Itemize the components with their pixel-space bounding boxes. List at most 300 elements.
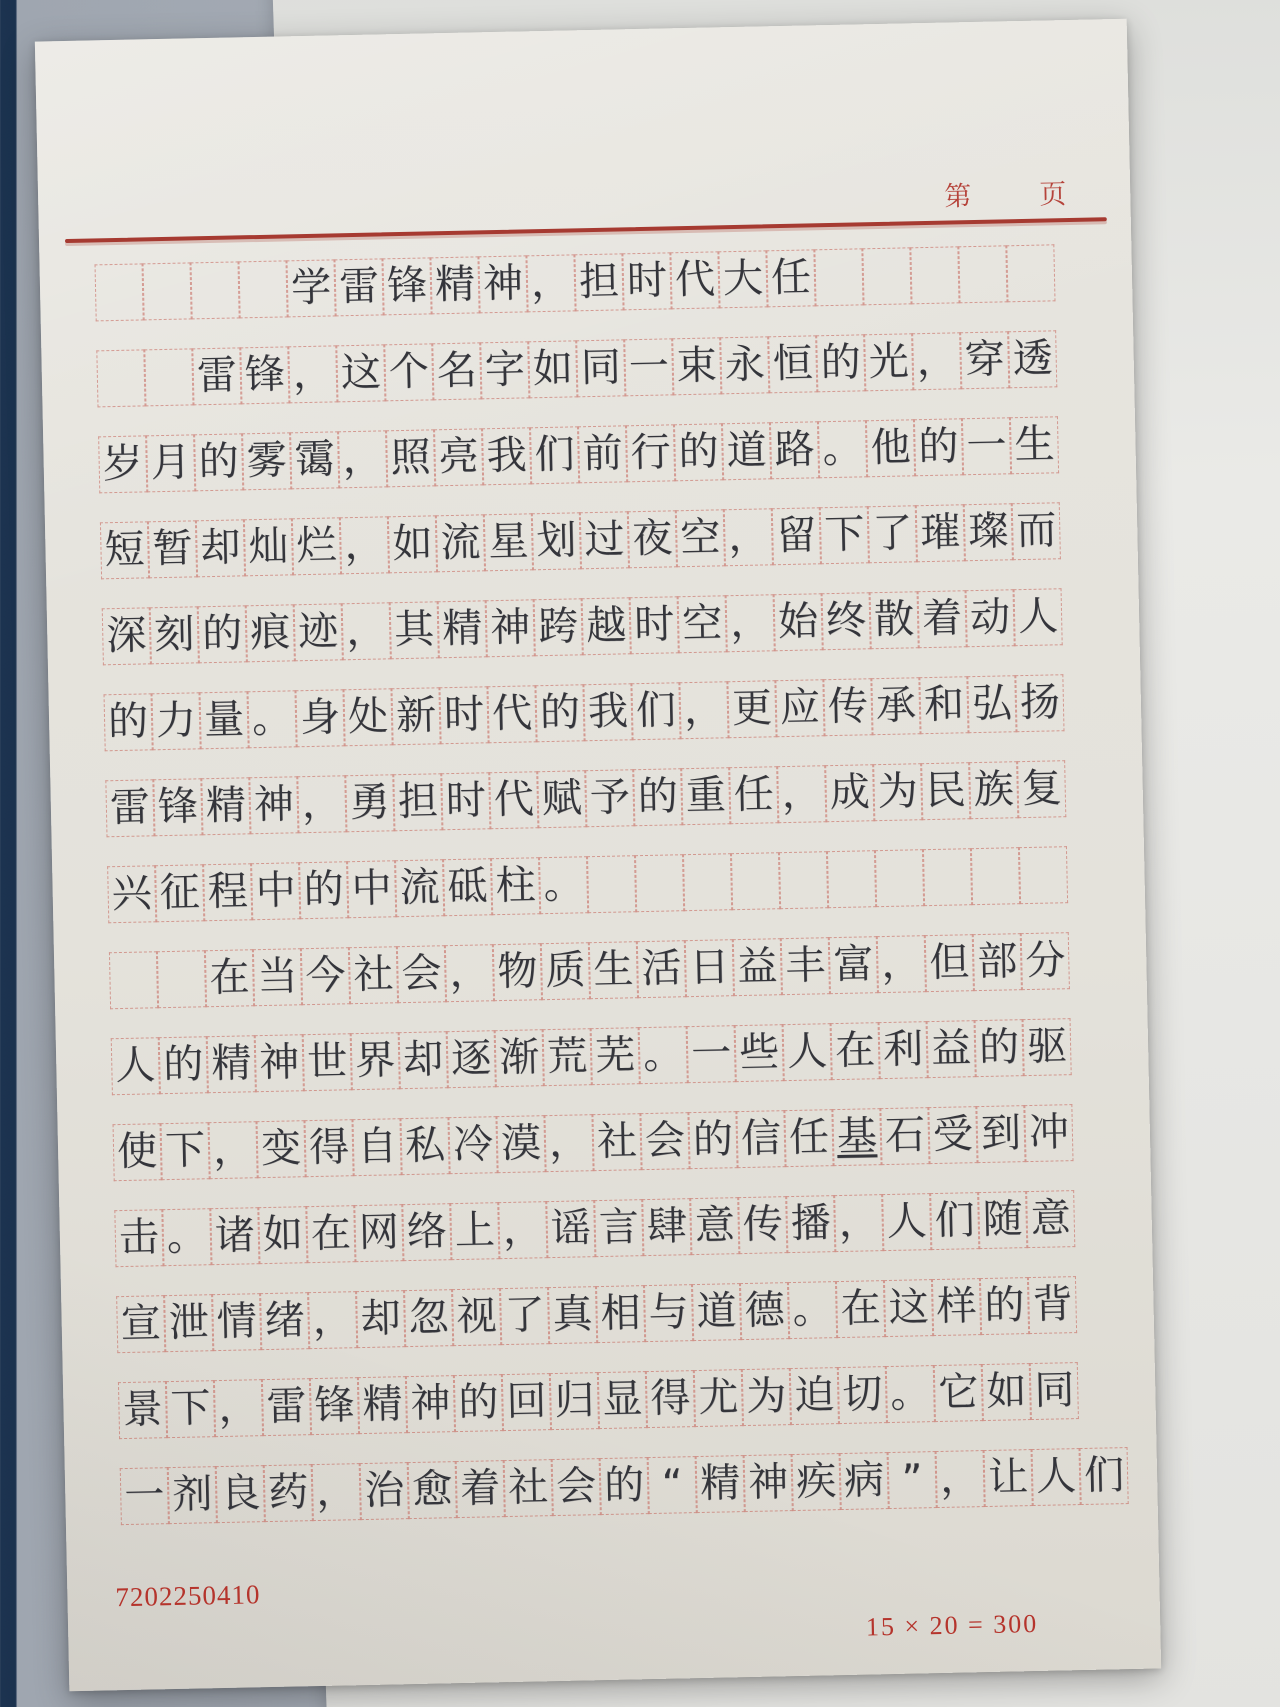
grid-cell: [1021, 932, 1070, 990]
grid-cell: [358, 1376, 407, 1434]
grid-cell: [630, 596, 679, 654]
grid-cell: [489, 771, 538, 829]
handwritten-char: 荒: [546, 1033, 588, 1081]
grid-cell: [973, 933, 1022, 991]
handwritten-char: 们: [635, 687, 677, 735]
handwritten-char: 雷: [338, 263, 380, 311]
grid-cell: [639, 1026, 688, 1084]
grid-cell: [168, 1466, 217, 1524]
handwritten-char: 漠: [500, 1120, 542, 1168]
grid-cell: [312, 1463, 361, 1521]
handwritten-char: 在: [834, 1027, 876, 1075]
handwritten-char: 下: [823, 511, 865, 559]
handwritten-char: 。: [251, 695, 293, 743]
grid-cell: [980, 1277, 1029, 1335]
grid-cell: [439, 686, 488, 744]
grid-cell: [550, 1372, 599, 1430]
handwritten-char: 神: [253, 781, 295, 829]
grid-cell: [118, 1381, 167, 1439]
grid-cell: [766, 249, 815, 307]
handwritten-char: 新: [395, 692, 437, 740]
handwritten-char: 绪: [264, 1297, 306, 1345]
grid-cell: [334, 258, 383, 316]
grid-cell: [772, 507, 821, 565]
grid-cell: [687, 1025, 736, 1083]
grid-cell: [288, 345, 337, 403]
handwritten-char: 始: [777, 598, 819, 646]
grid-cell: [690, 1197, 739, 1255]
grid-cell: [539, 856, 588, 914]
handwritten-char: 名: [436, 347, 478, 395]
handwritten-char: 信: [740, 1115, 782, 1163]
handwritten-char: 丰: [784, 942, 826, 990]
grid-cell: [694, 1369, 743, 1427]
handwritten-char: 却: [402, 1036, 444, 1084]
handwritten-char: 。: [792, 1286, 834, 1334]
handwritten-char: 活: [640, 945, 682, 993]
essay-paper: [35, 19, 1161, 1692]
grid-cell: [585, 769, 634, 827]
handwritten-char: 亮: [438, 433, 480, 481]
grid-cell: [735, 1024, 784, 1082]
handwritten-char: ，: [939, 1455, 981, 1502]
grid-cell: [781, 937, 830, 995]
handwritten-char: 精: [699, 1460, 741, 1507]
grid-cell: [541, 942, 590, 1000]
handwritten-char: 透: [1012, 335, 1054, 383]
grid-cell: [306, 1205, 355, 1263]
handwritten-char: 和: [923, 681, 965, 729]
grid-cell: [153, 778, 202, 836]
grid-cell: [786, 1195, 835, 1253]
grid-cell: [576, 339, 625, 397]
handwritten-char: 分: [1024, 937, 1066, 985]
handwritten-char: 夜: [631, 515, 673, 563]
handwritten-char: 随: [982, 1196, 1024, 1244]
grid-cell: [152, 692, 201, 750]
grid-cell: [294, 603, 343, 661]
grid-cell: [779, 851, 828, 909]
handwritten-char: 传: [742, 1201, 784, 1249]
grid-cell: [146, 434, 195, 492]
grid-cell: [100, 521, 149, 579]
handwritten-char: 其: [393, 606, 435, 654]
handwritten-char: 时: [443, 691, 485, 739]
grid-cell: [191, 261, 240, 319]
grid-cell: [386, 429, 435, 487]
handwritten-char: 如: [532, 345, 574, 393]
grid-cell: [388, 515, 437, 573]
handwritten-char: 上: [454, 1207, 496, 1255]
handwritten-char: 一: [123, 1472, 165, 1520]
grid-cell: [209, 1121, 258, 1179]
grid-cell: [775, 679, 824, 737]
handwritten-char: 束: [676, 342, 718, 390]
grid-cell: [884, 1279, 933, 1337]
handwritten-char: 传: [827, 683, 869, 731]
handwritten-char: 神: [409, 1380, 451, 1428]
grid-cell: [496, 1115, 545, 1173]
grid-cell: [624, 338, 673, 396]
handwritten-char: 这: [888, 1284, 930, 1332]
grid-cell: [207, 1035, 256, 1093]
grid-cell: [582, 597, 631, 655]
handwritten-char: 烂: [295, 522, 337, 570]
handwritten-char: 精: [205, 782, 247, 830]
grid-cell: [443, 858, 492, 916]
handwritten-char: 药: [267, 1469, 309, 1517]
grid-cell: [484, 513, 533, 571]
grid-cell: [299, 861, 348, 919]
grid-cell: [866, 419, 915, 477]
handwritten-char: 利: [882, 1026, 924, 1074]
grid-cell: [528, 340, 577, 398]
handwritten-char: 的: [303, 866, 345, 914]
grid-cell: [814, 248, 863, 306]
grid-row: [102, 587, 1103, 666]
handwritten-char: ，: [727, 513, 769, 561]
grid-cell: [352, 1118, 401, 1176]
grid-cell: [200, 691, 249, 749]
grid-cell: [504, 1459, 553, 1517]
handwritten-char: 雷: [196, 352, 238, 400]
handwritten-char: 柱: [495, 862, 537, 910]
handwritten-char: 宣: [120, 1300, 162, 1348]
grid-cell: [722, 422, 771, 480]
grid-cell: [96, 349, 145, 407]
handwritten-char: 时: [445, 777, 487, 825]
handwritten-char: 质: [544, 947, 586, 995]
grid-cell: [644, 1284, 693, 1342]
grid-cell: [868, 505, 917, 563]
handwritten-char: 征: [159, 869, 201, 917]
grid-cell: [161, 1122, 210, 1180]
handwritten-char: 时: [633, 601, 675, 649]
grid-cell: [862, 247, 911, 305]
grid-cell: [1026, 1190, 1075, 1248]
handwritten-char: ，: [781, 770, 823, 818]
grid-cell: [912, 332, 961, 390]
grid-cell: [646, 1370, 695, 1428]
grid-cell: [720, 336, 769, 394]
handwritten-char: 承: [875, 682, 917, 730]
handwritten-char: 复: [1021, 765, 1063, 813]
grid-cell: [397, 945, 446, 1003]
grid-cell: [574, 253, 623, 311]
grid-cell: [880, 1107, 929, 1165]
grid-cell: [292, 517, 341, 575]
grid-row: [109, 931, 1110, 1010]
handwritten-char: ，: [345, 607, 387, 655]
grid-cell: [820, 506, 869, 564]
handwritten-char: 生: [592, 946, 634, 994]
grid-cell: [192, 347, 241, 405]
handwritten-char: ，: [315, 1468, 357, 1516]
handwritten-char: 雾: [246, 437, 288, 485]
grid-cell: [262, 1378, 311, 1436]
grid-cell: [635, 854, 684, 912]
handwritten-char: 下: [170, 1385, 211, 1433]
grid-cell: [592, 1113, 641, 1171]
grid-cell: [402, 1203, 451, 1261]
grid-cell: [238, 260, 287, 318]
handwritten-char: 播: [790, 1200, 832, 1248]
grid-cell: [255, 1034, 304, 1092]
handwritten-char: 受: [932, 1111, 974, 1159]
handwritten-char: 在: [209, 954, 250, 1002]
handwritten-char: 为: [745, 1373, 787, 1421]
handwritten-char: 渐: [498, 1034, 540, 1082]
handwritten-char: 冷: [452, 1121, 494, 1169]
handwritten-char: 在: [840, 1285, 882, 1333]
grid-cell: [258, 1206, 307, 1264]
grid-cell: [681, 767, 730, 825]
grid-row: [107, 845, 1108, 924]
grid-cell: [790, 1367, 839, 1425]
handwritten-char: 照: [390, 434, 432, 482]
handwritten-char: 相: [600, 1290, 642, 1338]
grid-cell: [1006, 244, 1055, 302]
handwritten-char: 神: [747, 1459, 789, 1506]
grid-cell: [338, 430, 387, 488]
handwritten-char: 重: [685, 772, 727, 820]
handwritten-char: 力: [155, 697, 197, 745]
handwritten-char: 富: [832, 941, 874, 989]
grid-cell: [343, 688, 392, 746]
handwritten-char: 璨: [967, 508, 1009, 556]
grid-cell: [340, 516, 389, 574]
grid-cell: [724, 508, 773, 566]
grid-cell: [1014, 588, 1063, 646]
handwritten-char: 兴: [111, 870, 153, 918]
grid-cell: [692, 1283, 741, 1341]
handwritten-char: 却: [360, 1295, 402, 1343]
handwritten-char: 如: [262, 1211, 304, 1259]
grid-cell: [166, 1380, 215, 1438]
grid-cell: [486, 599, 535, 657]
handwritten-char: 程: [207, 868, 249, 916]
grid-cell: [967, 675, 1016, 733]
grid-cell: [336, 344, 385, 402]
grid-row: [118, 1361, 1119, 1440]
grid-cell: [480, 341, 529, 399]
grid-cell: [589, 941, 638, 999]
grid-cell: [921, 762, 970, 820]
handwritten-char: 归: [553, 1377, 595, 1425]
handwritten-char: 诸: [214, 1212, 256, 1260]
grid-cell: [290, 431, 339, 489]
handwritten-char: 神: [258, 1039, 300, 1087]
grid-cell: [491, 857, 540, 915]
handwritten-char: 驱: [1026, 1023, 1068, 1071]
grid-cell: [297, 775, 346, 833]
grid-cell: [242, 432, 291, 490]
handwritten-char: 同: [1033, 1367, 1075, 1414]
grid-cell: [840, 1452, 889, 1510]
grid-cell: [546, 1200, 595, 1258]
handwritten-char: 民: [925, 767, 967, 815]
handwritten-char: 的: [603, 1462, 645, 1510]
handwritten-char: 砥: [447, 863, 489, 911]
grid-cell: [976, 1105, 1025, 1163]
grid-cell: [628, 510, 677, 568]
grid-cell: [727, 680, 776, 738]
grid-cell: [685, 939, 734, 997]
grid-cell: [784, 1109, 833, 1167]
handwritten-char: 个: [388, 348, 430, 396]
handwritten-char: 的: [918, 423, 960, 471]
handwritten-char: 们: [1083, 1452, 1125, 1499]
handwritten-char: 一: [966, 422, 1007, 470]
grid-cell: [205, 949, 254, 1007]
handwritten-char: 穿: [964, 336, 1006, 384]
grid-cell: [295, 689, 344, 747]
handwritten-char: 了: [504, 1292, 546, 1340]
handwritten-char: 处: [347, 693, 389, 741]
grid-cell: [600, 1457, 649, 1515]
handwritten-char: 言: [598, 1204, 640, 1252]
handwritten-char: 物: [496, 948, 538, 996]
grid-row: [98, 415, 1099, 494]
handwritten-char: 一: [628, 343, 670, 391]
grid-cell: [910, 246, 959, 304]
grid-cell: [447, 1030, 496, 1088]
grid-cell: [838, 1366, 887, 1424]
handwritten-char: 谣: [550, 1205, 592, 1253]
grid-cell: [975, 1019, 1024, 1077]
handwritten-char: 空: [679, 514, 721, 562]
handwritten-char: 划: [535, 517, 577, 565]
handwritten-char: 字: [484, 346, 526, 394]
grid-cell: [834, 1194, 883, 1252]
grid-cell: [648, 1456, 697, 1514]
grid-cell: [113, 1123, 162, 1181]
handwritten-char: ，: [548, 1119, 590, 1167]
handwritten-char: 而: [1015, 507, 1057, 555]
handwritten-char: “: [661, 1461, 684, 1508]
handwritten-char: 任: [770, 254, 812, 302]
grid-cell: [144, 348, 193, 406]
handwritten-char: 得: [308, 1124, 350, 1172]
handwritten-char: ，: [838, 1199, 880, 1247]
handwritten-char: 变: [260, 1125, 302, 1173]
handwritten-char: ，: [729, 599, 771, 647]
handwritten-char: 星: [487, 518, 529, 566]
grid-cell: [676, 509, 725, 567]
handwritten-char: 今: [304, 952, 346, 1000]
handwritten-char: 显: [601, 1376, 643, 1424]
grid-cell: [150, 606, 199, 664]
handwritten-char: 回: [505, 1378, 547, 1426]
handwritten-char: 着: [921, 595, 963, 643]
grid-row: [113, 1103, 1114, 1182]
grid-cell: [674, 423, 723, 481]
page-header: [944, 172, 1069, 214]
grid-cell: [1024, 1104, 1073, 1162]
grid-cell: [105, 779, 154, 837]
grid-cell: [532, 512, 581, 570]
grid-cell: [744, 1454, 793, 1512]
handwritten-char: 样: [936, 1283, 978, 1331]
handwritten-char: 流: [399, 864, 441, 912]
handwritten-char: 道: [726, 427, 768, 475]
grid-cell: [194, 433, 243, 491]
handwritten-char: 愈: [411, 1466, 453, 1514]
grid-cell: [1017, 760, 1066, 818]
handwritten-char: 族: [973, 766, 1015, 814]
grid-cell: [962, 417, 1011, 475]
grid-cell: [530, 426, 579, 484]
grid-cell: [923, 848, 972, 906]
grid-cell: [875, 849, 924, 907]
grid-cell: [548, 1286, 597, 1344]
grid-cell: [729, 766, 778, 824]
handwritten-char: 了: [871, 510, 913, 558]
handwritten-char: 永: [724, 341, 766, 389]
handwritten-char: 社: [596, 1118, 638, 1166]
handwritten-char: 这: [340, 349, 382, 397]
handwritten-char: 会: [555, 1463, 597, 1511]
grid-cell: [622, 252, 671, 310]
handwritten-char: 痕: [249, 609, 291, 657]
handwritten-char: 视: [456, 1293, 498, 1341]
grid-cell: [916, 504, 965, 562]
grid-cell: [434, 428, 483, 486]
grid-row: [95, 243, 1096, 322]
paper-grid: [95, 243, 1125, 1554]
handwritten-char: ，: [448, 949, 490, 997]
grid-cell: [792, 1453, 841, 1511]
handwritten-char: 代: [493, 776, 535, 824]
grid-cell: [672, 337, 721, 395]
handwritten-char: 。: [166, 1213, 208, 1261]
grid-cell: [543, 1028, 592, 1086]
handwritten-char: 璀: [919, 509, 961, 557]
grid-cell: [1008, 330, 1057, 388]
handwritten-char: 德: [744, 1287, 786, 1335]
grid-cell: [631, 682, 680, 740]
grid-cell: [111, 1037, 160, 1095]
handwritten-char: 恒: [772, 340, 814, 388]
grid-row: [114, 1189, 1115, 1268]
handwritten-char: 切: [841, 1371, 883, 1418]
grid-cell: [580, 511, 629, 569]
handwritten-char: 道: [696, 1288, 738, 1336]
grid-cell: [978, 1191, 1027, 1249]
grid-cell: [436, 514, 485, 572]
grid-cell: [448, 1116, 497, 1174]
handwritten-char: ，: [502, 1206, 544, 1254]
handwritten-char: 更: [731, 685, 773, 733]
handwritten-char: 大: [722, 255, 764, 303]
grid-cell: [351, 1032, 400, 1090]
handwritten-char: ，: [342, 435, 384, 483]
grid-cell: [456, 1460, 505, 1518]
handwritten-char: 部: [976, 938, 1018, 986]
grid-row: [105, 759, 1106, 838]
handwritten-char: 情: [216, 1298, 258, 1346]
grid-cell: [928, 1106, 977, 1164]
handwritten-char: ，: [312, 1296, 354, 1344]
handwritten-char: 尤: [697, 1374, 739, 1422]
grid-cell: [240, 346, 289, 404]
handwritten-char: 的: [692, 1116, 734, 1164]
handwritten-char: 动: [969, 594, 1011, 642]
grid-cell: [247, 690, 296, 748]
handwritten-char: 如: [985, 1368, 1027, 1415]
handwritten-char: 月: [150, 439, 192, 487]
handwritten-char: 神: [489, 604, 531, 652]
